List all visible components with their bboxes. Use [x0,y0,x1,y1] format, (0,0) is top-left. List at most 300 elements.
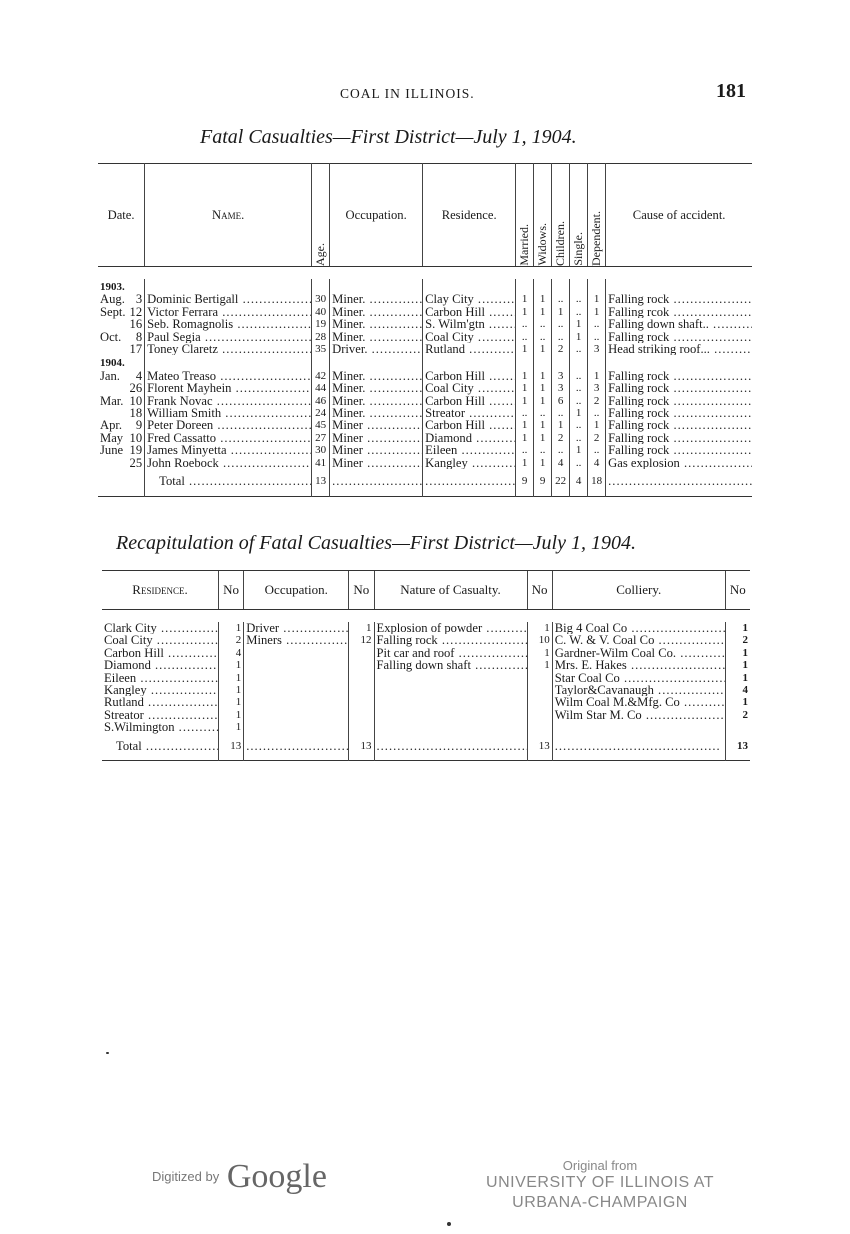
leader [485,370,516,382]
recapitulation-table [102,570,750,761]
cell [606,279,753,293]
spacer-row [98,267,752,280]
occupation-text: Miner. [332,394,366,408]
total-dependent: 18 [588,469,606,496]
nature-cell [374,672,527,684]
single-cell: .. [570,432,588,444]
leader [136,672,218,684]
leader [669,432,752,444]
married-cell: 1 [516,382,534,394]
leader [175,721,219,733]
leader [231,382,311,394]
occupation-cell [244,709,349,721]
header-no: No [219,571,244,610]
residence-cell [423,343,516,355]
leader [669,382,752,394]
table-row [102,647,750,659]
cell [552,355,570,369]
header-children: Children. [552,164,570,267]
cause-text: Falling rock [608,293,670,306]
occupation-cell [330,432,423,444]
month-cell: Jan. [100,368,120,383]
residence-text: Eileen [104,671,137,685]
leader [147,684,219,696]
table-row [98,343,752,355]
total-count: 13 [527,734,552,761]
leader [482,622,527,634]
cause-cell [606,331,753,343]
name-text: Seb. Romagnolis [147,318,234,331]
nature-cell [374,696,527,708]
leader [485,306,516,318]
leader [676,647,725,659]
dependent-cell: 3 [588,382,606,394]
cell [534,355,552,369]
leader [365,306,422,318]
occupation-count-cell [349,659,374,671]
occupation-text: Miner [332,456,363,470]
table-row [98,382,752,394]
widows-cell: .. [534,331,552,343]
colliery-cell [552,634,725,646]
occupation-text: Miner [332,431,363,445]
widows-cell: 1 [534,306,552,318]
leader [642,709,726,721]
residence-cell [423,382,516,394]
residence-text: Streator [425,407,466,420]
name-text: Fred Cassatto [147,431,217,445]
stray-mark [106,1052,109,1054]
dependent-cell: 1 [588,370,606,382]
spacer-row [102,610,750,623]
total-label-cell [102,734,219,761]
occupation-text: Miner. [332,382,366,395]
header-married: Married. [516,164,534,267]
total-label: Total [116,738,142,753]
cause-text: Falling rock [608,394,670,408]
table-row [98,331,752,343]
month-cell: Mar. [100,393,124,408]
leader [669,370,752,382]
age-cell: 45 [312,419,330,431]
occupation-cell [330,419,423,431]
nature-cell [374,709,527,721]
cause-text: Falling rcok [608,305,670,319]
dependent-cell: 2 [588,395,606,407]
residence-text: Carbon Hill [425,394,485,408]
colliery-count-cell: 1 [725,696,750,708]
leader [365,407,422,419]
name-text: Peter Doreen [147,419,214,432]
colliery-text: Star Coal Co [554,671,620,685]
colliery-text: Wilm Coal M.&Mfg. Co [554,696,680,709]
residence-text: Coal City [104,634,153,647]
colliery-cell [552,721,725,733]
colliery-text: Mrs. E. Hakes [554,659,627,672]
residence-cell [423,370,516,382]
colliery-count-cell: 1 [725,622,750,634]
nature-count-cell [527,696,552,708]
widows-cell: .. [534,444,552,456]
table-row [102,721,750,733]
table-row [98,432,752,444]
leader [216,370,312,382]
occupation-text: Miner [332,444,363,457]
cause-text: Falling rock [608,407,670,420]
residence-cell [423,407,516,419]
leader [468,457,516,469]
occupation-text: Driver [246,622,280,635]
nature-count-cell: 10 [527,634,552,646]
cause-cell [606,306,753,318]
age-cell: 30 [312,444,330,456]
children-cell: 1 [552,419,570,431]
colliery-cell [552,684,725,696]
dependent-cell: 2 [588,432,606,444]
residence-cell [102,721,219,733]
dependent-cell: 1 [588,293,606,305]
total-label-cell [98,469,145,496]
table1-header-row [98,164,752,267]
children-cell: 3 [552,370,570,382]
residence-cell [102,709,219,721]
age-cell: 35 [312,343,330,355]
children-cell: 6 [552,395,570,407]
occupation-cell [330,306,423,318]
header-single: Single. [570,164,588,267]
widows-cell: 1 [534,395,552,407]
occupation-cell [244,672,349,684]
month-cell: Sept. [100,304,126,319]
residence-text: Kangley [425,456,468,470]
occupation-cell [330,293,423,305]
age-cell: 19 [312,318,330,330]
age-cell: 41 [312,457,330,469]
header-no: No [725,571,750,610]
nature-cell [374,659,527,671]
table-row [98,457,752,469]
leader [669,306,752,318]
colliery-cell [552,647,725,659]
leader [144,709,219,721]
leader [485,419,516,431]
children-cell: .. [552,293,570,305]
leader [680,457,752,469]
spacer-cell [98,267,752,280]
table-row [102,659,750,671]
occupation-cell [244,647,349,659]
residence-cell [423,293,516,305]
running-title: COAL IN ILLINOIS. [340,86,475,101]
cell [588,279,606,293]
occupation-text: Miner. [332,305,366,319]
name-cell [145,382,312,394]
leader [367,343,422,355]
residence-count-cell: 2 [219,634,244,646]
cell [516,355,534,369]
residence-text: S.Wilmington [104,721,175,734]
residence-text: Rutland [425,343,466,356]
residence-text: Coal City [425,382,474,395]
colliery-cell [552,622,725,634]
cell [423,279,516,293]
leader [627,622,725,634]
colliery-text: Taylor&Cavanaugh [554,684,654,697]
cause-text: Falling rock [608,382,670,395]
cause-text: Gas explosion [608,456,680,470]
occupation-cell [244,634,349,646]
leader [465,343,516,355]
name-text: Florent Mayhein [147,382,232,395]
residence-count-cell: 1 [219,709,244,721]
header-residence: Residence. [423,164,516,267]
colliery-text: C. W. & V. Coal Co [554,634,655,647]
age-cell: 28 [312,331,330,343]
cause-cell [606,444,753,456]
nature-cell [374,684,527,696]
month-cell [98,457,128,469]
occupation-count-cell [349,709,374,721]
occupation-text: Miner. [332,330,366,344]
nature-count-cell [527,672,552,684]
header-age: Age. [312,164,330,267]
residence-cell [102,659,219,671]
colliery-count-cell: 2 [725,709,750,721]
occupation-cell [244,622,349,634]
day-cell: 8 [135,329,143,344]
married-cell: 1 [516,395,534,407]
single-cell: .. [570,343,588,355]
children-cell: 2 [552,432,570,444]
cause-cell [606,293,753,305]
name-cell [145,407,312,419]
occupation-cell [330,318,423,330]
month-cell [98,343,128,355]
year-row [98,355,752,369]
residence-text: Coal City [425,330,474,344]
leader [282,634,349,646]
table-row [102,622,750,634]
total-age: 13 [312,469,330,496]
children-cell: .. [552,331,570,343]
children-cell: .. [552,318,570,330]
header-occupation: Occupation. [330,164,423,267]
occupation-count-cell [349,696,374,708]
total-label: Total [159,474,185,489]
name-cell [145,444,312,456]
colliery-text: Wilm Star M. Co [554,708,642,722]
residence-text: Carbon Hill [104,646,164,660]
year-label: 1904. [100,357,125,370]
leader [485,395,516,407]
children-cell: 3 [552,382,570,394]
dependent-cell: .. [588,407,606,419]
single-cell: 1 [570,444,588,456]
leader [669,331,752,343]
leader [627,659,725,671]
nature-cell [374,721,527,733]
widows-cell: 1 [534,293,552,305]
residence-count-cell: 4 [219,647,244,659]
residence-cell [423,444,516,456]
table-row [98,306,752,318]
age-cell: 24 [312,407,330,419]
age-cell: 42 [312,370,330,382]
nature-count-cell [527,721,552,733]
nature-text: Falling down shaft [376,659,471,672]
leader [669,293,752,305]
nature-text: Explosion of powder [376,622,483,635]
age-cell: 44 [312,382,330,394]
married-cell: 1 [516,343,534,355]
residence-count-cell: 1 [219,672,244,684]
cause-cell [606,407,753,419]
day-cell: 25 [129,455,143,470]
single-cell: .. [570,370,588,382]
colliery-count-cell: 1 [725,659,750,671]
residence-text: Diamond [104,659,151,672]
leader [654,684,725,696]
occupation-count-cell: 12 [349,634,374,646]
residence-cell [423,432,516,444]
married-cell: 1 [516,306,534,318]
institution-line-1: UNIVERSITY OF ILLINOIS AT [486,1174,714,1191]
leader [620,672,725,684]
day-cell: 4 [135,368,143,383]
total-cause-cell [606,469,753,496]
cause-cell [606,432,753,444]
leader [709,318,752,330]
cell [145,279,312,293]
children-cell: 2 [552,343,570,355]
leader [185,474,312,488]
occupation-text: Miner. [332,407,366,420]
day-cell: 10 [129,393,143,408]
residence-cell [423,306,516,318]
total-married: 9 [516,469,534,496]
residence-count-cell: 1 [219,696,244,708]
colliery-cell [552,709,725,721]
residence-cell [423,419,516,431]
age-cell: 40 [312,306,330,318]
name-text: Dominic Bertigall [147,293,239,306]
day-cell: 9 [135,418,143,433]
occupation-cell [330,395,423,407]
leader [425,474,516,488]
name-text: Toney Claretz [147,343,218,356]
residence-cell [102,622,219,634]
married-cell: 1 [516,293,534,305]
cell [588,355,606,369]
day-cell: 10 [129,430,143,445]
nature-count-cell [527,684,552,696]
nature-count-cell: 1 [527,647,552,659]
total-occupation-cell [244,734,349,761]
married-cell: .. [516,331,534,343]
leader [654,634,725,646]
cause-cell [606,382,753,394]
table-row [98,370,752,382]
colliery-cell [552,659,725,671]
leader [363,457,423,469]
occupation-cell [244,721,349,733]
header-widows: Widows. [534,164,552,267]
total-occupation-cell [330,469,423,496]
residence-cell [102,684,219,696]
name-text: James Minyetta [147,444,227,457]
cause-text: Head striking roof... [608,343,710,356]
occupation-cell [244,659,349,671]
leader [485,318,516,330]
widows-cell: 1 [534,343,552,355]
leader [142,739,219,753]
total-count: 13 [219,734,244,761]
name-cell [145,343,312,355]
leader [465,407,516,419]
age-cell: 46 [312,395,330,407]
day-cell: 18 [129,406,143,421]
day-cell: 26 [129,381,143,396]
married-cell: 1 [516,432,534,444]
occupation-cell [330,457,423,469]
cause-cell [606,395,753,407]
leader [332,474,423,488]
month-cell [98,382,128,394]
residence-cell [102,696,219,708]
fatal-casualties-table [98,163,752,497]
leader [227,444,312,456]
leader [710,343,752,355]
leader [216,432,312,444]
day-cell: 17 [129,342,143,357]
occupation-count-cell: 1 [349,622,374,634]
colliery-text: Gardner-Wilm Coal Co. [554,646,677,660]
colliery-text: Big 4 Coal Co [554,622,628,635]
colliery-count-cell: 4 [725,684,750,696]
name-text: Frank Novac [147,394,213,408]
total-row [102,734,750,761]
married-cell: 1 [516,457,534,469]
residence-text: Rutland [104,696,144,709]
cause-cell [606,318,753,330]
header-name: Name. [145,164,312,267]
leader [218,343,312,355]
leader [377,739,528,753]
table-row [102,672,750,684]
name-text: John Roebock [147,456,219,470]
widows-cell: .. [534,318,552,330]
header-residence: Residence. [102,571,219,610]
table1-body [98,267,752,497]
nature-count-cell: 1 [527,622,552,634]
institution-line-2: URBANA-CHAMPAIGN [512,1194,688,1211]
single-cell: .. [570,419,588,431]
residence-count-cell: 1 [219,622,244,634]
table-row [102,684,750,696]
leader [365,370,422,382]
leader [455,647,528,659]
occupation-cell [330,343,423,355]
nature-text: Falling rock [376,634,438,647]
name-cell [145,293,312,305]
residence-cell [423,457,516,469]
leader [144,696,219,708]
dependent-cell: 3 [588,343,606,355]
residence-text: Clay City [425,293,474,306]
single-cell: 1 [570,331,588,343]
leader [669,419,752,431]
day-cell: 3 [135,292,143,307]
